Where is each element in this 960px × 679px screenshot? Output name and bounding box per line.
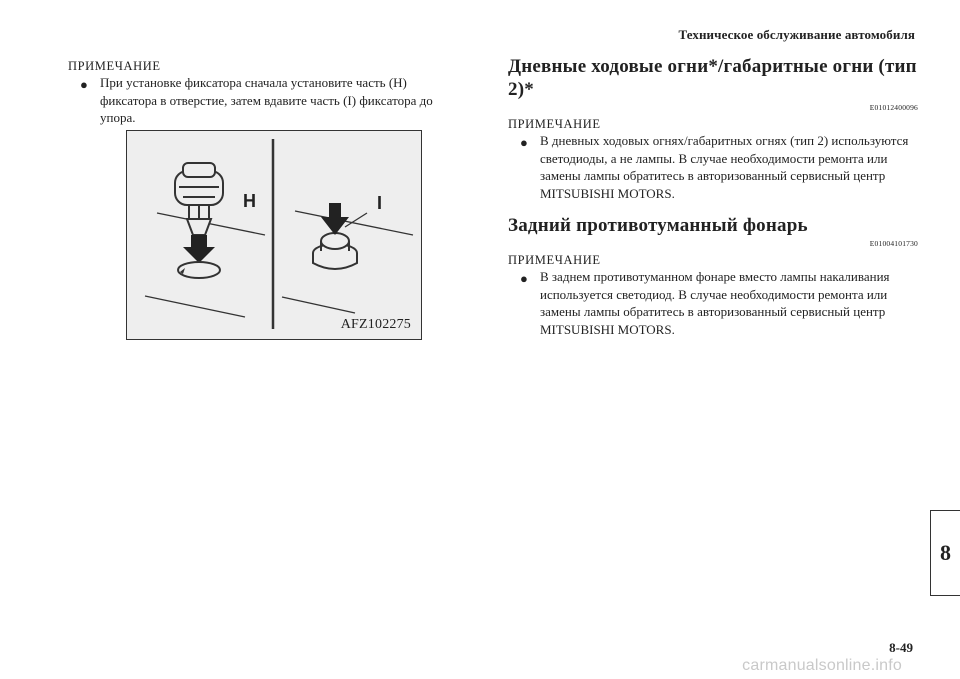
note-bullet-item xyxy=(68,74,448,127)
note-text: В заднем противотуманном фонаре вместо лампы накаливания используется светодиод. В случае необходимости ремонта или замены лампы обратитесь в авторизованный сервисный центр MITSUBISHI MOTORS. xyxy=(540,269,890,337)
fastener-illustration xyxy=(126,130,422,340)
page-number: 8-49 xyxy=(889,640,913,655)
section-heading: Задний противотуманный фонарь xyxy=(508,215,808,236)
note-label: ПРИМЕЧАНИЕ xyxy=(508,117,601,131)
section-heading: Дневные ходовые огни*/габаритные огни (тип 2)* xyxy=(508,56,917,100)
section-rear-fog xyxy=(508,214,918,338)
note-bullet-item xyxy=(508,132,918,202)
bullet-icon: ● xyxy=(80,77,88,92)
figure-code: AFZ102275 xyxy=(340,317,411,332)
label-h: H xyxy=(243,191,256,211)
bullet-icon: ● xyxy=(520,271,528,286)
chapter-tab: 8 xyxy=(930,510,960,596)
section-code: E01012400096 xyxy=(869,103,918,112)
bullet-icon: ● xyxy=(520,135,528,150)
note-label: ПРИМЕЧАНИЕ xyxy=(68,59,161,73)
note-label: ПРИМЕЧАНИЕ xyxy=(508,253,601,267)
right-column xyxy=(508,55,918,338)
label-i: I xyxy=(377,193,383,213)
note-text: При установке фиксатора сначала установите часть (H) фиксатора в отверстие, затем вдавите часть (I) фиксатора до упора. xyxy=(100,75,433,125)
fastener-drawing xyxy=(127,131,423,341)
watermark: carmanualsonline.info xyxy=(742,657,902,674)
section-code: E01004101730 xyxy=(869,239,918,248)
running-header: Техническое обслуживание автомобиля xyxy=(678,27,915,42)
note-text: В дневных ходовых огнях/габаритных огнях (тип 2) используются светодиоды, а не лампы. В случае необходимости ремонта или замены лампы обратитесь в авторизованный сервисный центр MITSUBISHI MOTORS. xyxy=(540,133,909,201)
left-column xyxy=(68,58,448,127)
note-bullet-item xyxy=(508,268,918,338)
section-drl xyxy=(508,55,918,202)
